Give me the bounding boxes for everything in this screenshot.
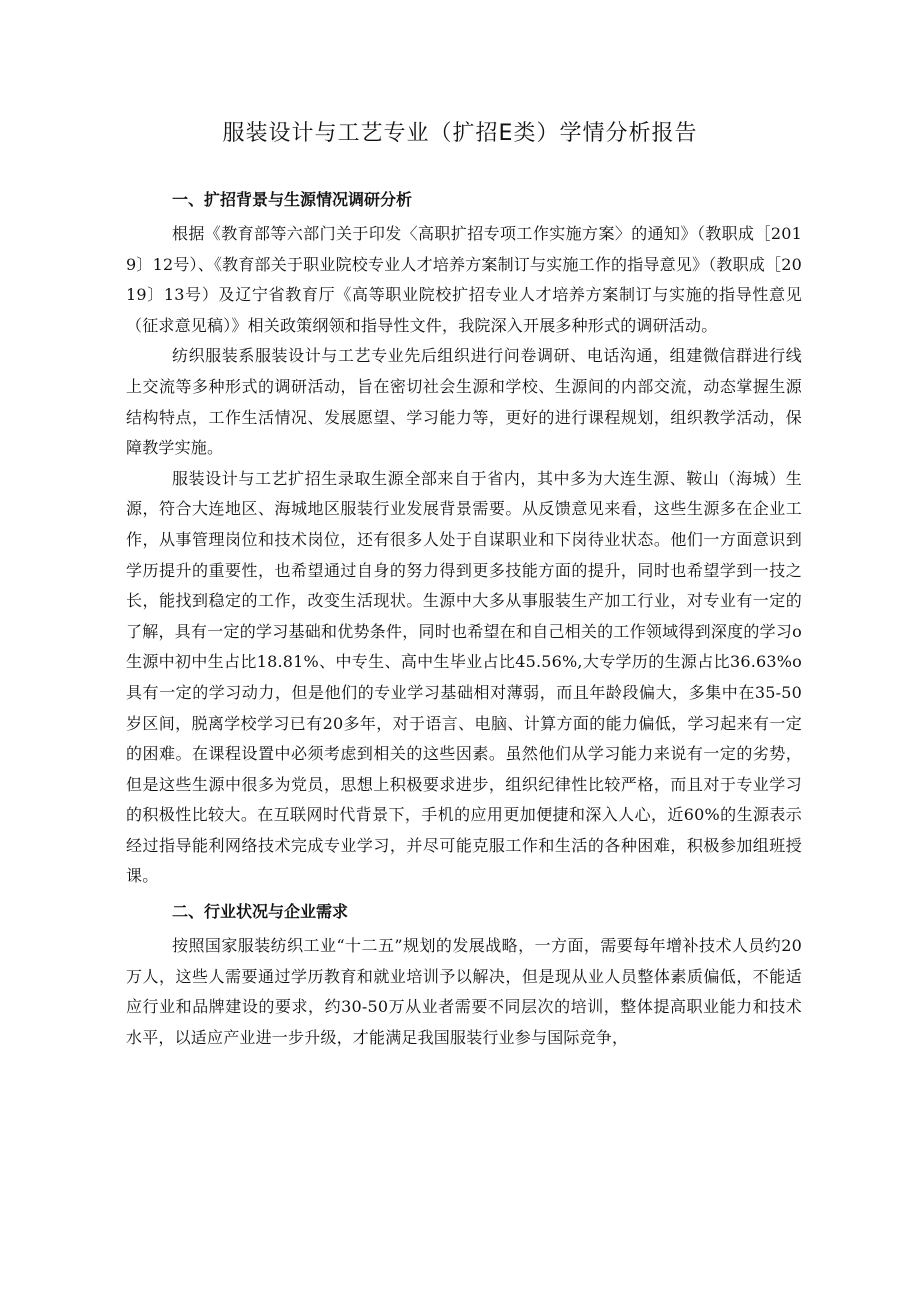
- document-title: 服装设计与工艺专业（扩招E类）学情分析报告: [222, 121, 698, 146]
- section-1-paragraph-3: 服装设计与工艺扩招生录取生源全部来自于省内，其中多为大连生源、鞍山（海城）生源，符合大连地区、海城地区服装行业发展背景需要。从反馈意见来看，这些生源多在企业工作，从事管理岗位和技术岗位，还有很多人处于自谋职业和下岗待业状态。他们一方面意识到学历提升的重要性，也希望通过自身的努力得到更多技能方面的提升，同时也希望学到一技之长，能找到稳定的工作，改变生活现状。生源中大多从事服装生产加工行业，对专业有一定的了解，具有一定的学习基础和优势条件，同时也希望在和自己相关的工作领域得到深度的学习o生源中初中生占比18.81%、中专生、高中生毕业占比45.56%,大专学历的生源占比36.63%o具有一定的学习动力，但是他们的专业学习基础相对薄弱，而且年龄段偏大，多集中在35-50岁区间，脱离学校学习已有20多年，对于语言、电脑、计算方面的能力偏低，学习起来有一定的困难。在课程设置中必须考虑到相关的这些因素。虽然他们从学习能力来说有一定的劣势，但是这些生源中很多为党员，思想上积极要求进步，组织纪律性比较严格，而且对于专业学习的积极性比较大。在互联网时代背景下，手机的应用更加便捷和深入人心，近60%的生源表示经过指导能利网络技术完成专业学习，并尽可能克服工作和生活的各种困难，积极参加组班授课。: [126, 468, 802, 886]
- section-heading-2: 二、行业状况与企业需求: [172, 902, 349, 922]
- document-body: [126, 183, 802, 1053]
- section-1-paragraph-2: 纺织服装系服装设计与工艺专业先后组织进行问卷调研、电话沟通，组建微信群进行线上交流等多种形式的调研活动，旨在密切社会生源和学校、生源间的内部交流，动态掌握生源结构特点，工作生活情况、发展愿望、学习能力等，更好的进行课程规划，组织教学活动，保障教学实施。: [126, 346, 802, 458]
- section-heading-1: 一、扩招背景与生源情况调研分析: [172, 190, 413, 209]
- section-1-paragraph-1: 根据《教育部等六部门关于印发〈高职扩招专项工作实施方案〉的通知》（教职成［2019〕12号）、《教育部关于职业院校专业人才培养方案制订与实施工作的指导意见》（教职成［2019〕13号）及辽宁省教育厅《高等职业院校扩招专业人才培养方案制订与实施的指导性意见（征求意见稿）》相关政策纲领和指导性文件，我院深入开展多种形式的调研活动。: [126, 224, 802, 335]
- section-2-paragraph-1: 按照国家服装纺织工业“十二五”规划的发展战略，一方面，需要每年增补技术人员约20万人，这些人需要通过学历教育和就业培训予以解决，但是现从业人员整体素质偏低，不能适应行业和品牌建设的要求，约30-50万从业者需要不同层次的培训，整体提高职业能力和技术水平，以适应产业进一步升级，才能满足我国服装行业参与国际竞争，: [126, 936, 802, 1047]
